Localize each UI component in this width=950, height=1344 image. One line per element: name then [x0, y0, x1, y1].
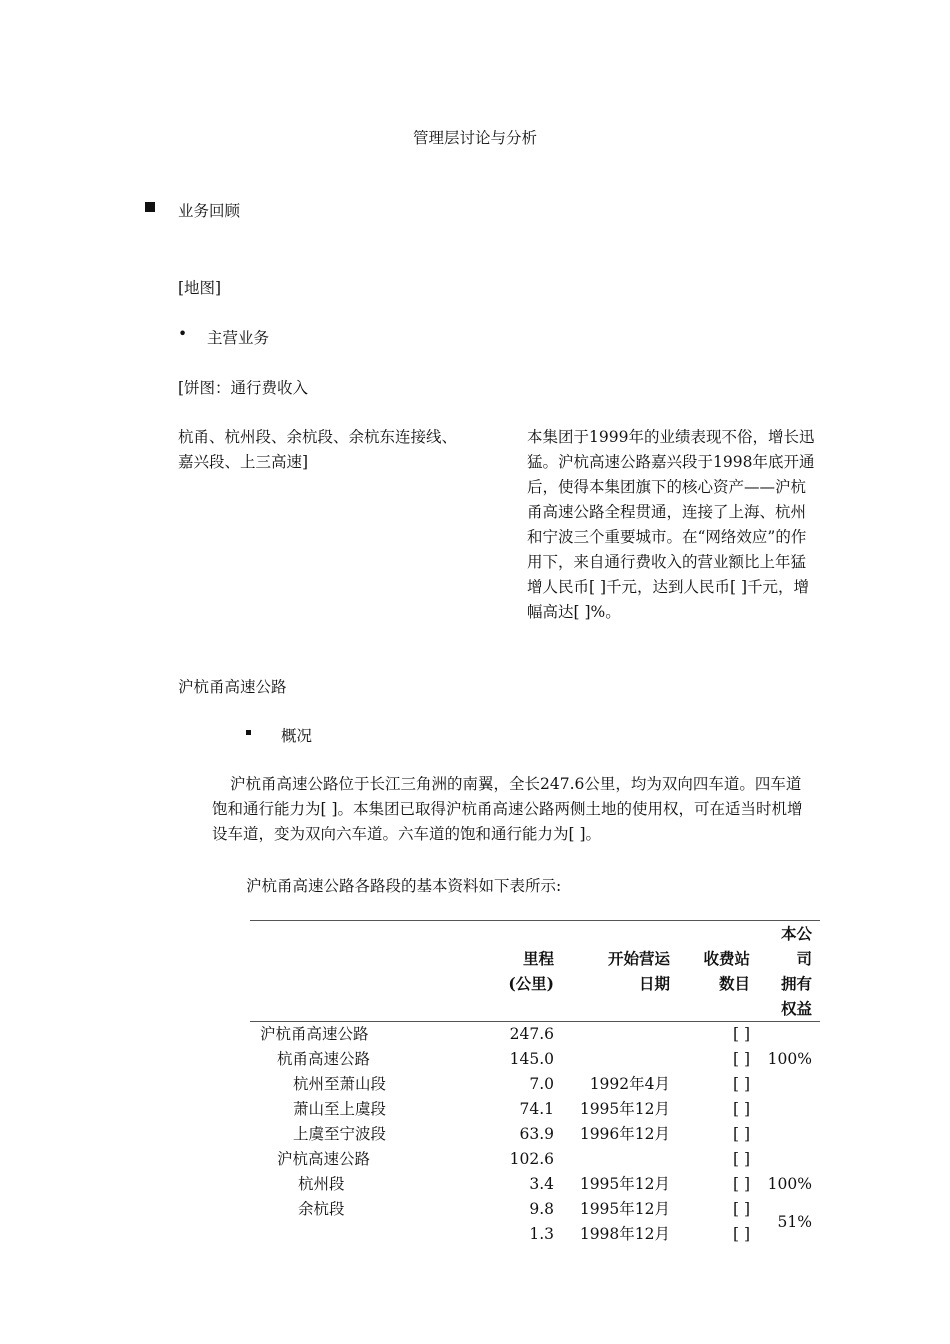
header-toll-stations: 收费站 数目: [678, 921, 758, 1022]
highway-heading: 沪杭甬高速公路: [178, 678, 287, 696]
row-name: 上虞至宁波段: [293, 1125, 387, 1143]
table-row: [250, 1197, 820, 1222]
header-start-date: 开始营运 日期: [562, 921, 678, 1022]
map-placeholder: [地图]: [178, 279, 222, 297]
row-stations: [ ]: [732, 1125, 750, 1143]
row-name: 萧山至上虞段: [293, 1100, 387, 1118]
row-name: 沪杭高速公路: [277, 1150, 371, 1168]
header-interest: 本公司 拥有权益: [758, 921, 820, 1022]
summary-paragraph: 本集团于1999年的业绩表现不俗，增长迅猛。沪杭高速公路嘉兴段于1998年底开通后，使得本集团旗下的核心资产——沪杭甬高速公路全程贯通，连接了上海、杭州和宁波三个重要城市。在“网络效应”的作用下，来自通行费收入的营业额比上年猛增人民币[ ]千元，达到人民币[ ]千元，增幅高达[ ]%。: [527, 428, 815, 621]
highway-sections-table: [250, 920, 820, 1247]
section-heading: 业务回顾: [178, 202, 241, 220]
pie-chart-label: 杭甬、杭州段、余杭段、余杭东连接线、嘉兴段、上三高速]: [178, 428, 458, 471]
table-row: [250, 1047, 820, 1072]
row-distance: 247.6: [509, 1025, 554, 1043]
row-stations: [ ]: [732, 1025, 750, 1043]
row-date: 1995年12月: [579, 1100, 670, 1118]
row-date: 1995年12月: [579, 1200, 670, 1218]
row-interest: [758, 1022, 820, 1048]
row-name: 余杭段: [298, 1200, 345, 1218]
row-distance: 9.8: [529, 1200, 554, 1218]
row-date: 1998年12月: [579, 1225, 670, 1243]
row-distance: 7.0: [529, 1075, 554, 1093]
row-stations: [ ]: [732, 1150, 750, 1168]
square-bullet-icon: [145, 202, 155, 212]
header-name: [250, 921, 476, 1022]
header-distance: 里程 (公里): [476, 921, 562, 1022]
table-row: [250, 1147, 820, 1172]
overview-paragraph: 沪杭甬高速公路位于长江三角洲的南翼，全长247.6公里，均为双向四车道。四车道饱和通行能力为[ ]。本集团已取得沪杭甬高速公路两侧土地的使用权，可在适当时机增设车道，变为双向六车道。六车道的饱和通行能力为[ ]。: [212, 775, 803, 843]
row-interest: [758, 1122, 820, 1147]
row-interest: [758, 1097, 820, 1122]
row-distance: 1.3: [529, 1225, 554, 1243]
row-date: [562, 1047, 678, 1072]
main-business-heading: 主营业务: [207, 329, 270, 347]
row-name: [250, 1222, 476, 1247]
row-stations: [ ]: [732, 1200, 750, 1218]
row-date: [562, 1147, 678, 1172]
row-date: 1995年12月: [579, 1175, 670, 1193]
table-intro: 沪杭甬高速公路各路段的基本资料如下表所示:: [246, 877, 562, 895]
row-name: 杭州至萧山段: [293, 1075, 387, 1093]
row-distance: 145.0: [509, 1050, 554, 1068]
row-stations: [ ]: [732, 1100, 750, 1118]
row-distance: 63.9: [519, 1125, 554, 1143]
row-distance: 3.4: [529, 1175, 554, 1193]
row-interest: 100%: [767, 1175, 812, 1193]
row-interest: [758, 1147, 820, 1172]
row-stations: [ ]: [732, 1050, 750, 1068]
row-name: 杭甬高速公路: [277, 1050, 371, 1068]
table-row: [250, 1072, 820, 1097]
row-interest: 51%: [777, 1212, 812, 1231]
row-date: [562, 1022, 678, 1048]
row-stations: [ ]: [732, 1225, 750, 1243]
row-distance: 74.1: [519, 1100, 554, 1118]
table-header-row: [250, 921, 820, 1022]
round-bullet-icon: •: [178, 325, 188, 343]
row-interest: [758, 1072, 820, 1097]
page-title: 管理层讨论与分析: [412, 129, 537, 147]
table-row: [250, 1172, 820, 1197]
table-row: [250, 1222, 820, 1247]
row-date: 1996年12月: [579, 1125, 670, 1143]
overview-heading: 概况: [281, 727, 313, 745]
table-row: [250, 1097, 820, 1122]
row-name: 沪杭甬高速公路: [260, 1025, 369, 1043]
table-row: [250, 1022, 820, 1048]
row-name: 杭州段: [298, 1175, 345, 1193]
pie-chart-placeholder: [饼图：通行费收入: [178, 379, 309, 397]
row-stations: [ ]: [732, 1075, 750, 1093]
row-date: 1992年4月: [589, 1075, 670, 1093]
row-stations: [ ]: [732, 1175, 750, 1193]
row-distance: 102.6: [509, 1150, 554, 1168]
small-square-bullet-icon: [246, 730, 251, 735]
row-interest: 100%: [767, 1050, 812, 1068]
table-row: [250, 1122, 820, 1147]
